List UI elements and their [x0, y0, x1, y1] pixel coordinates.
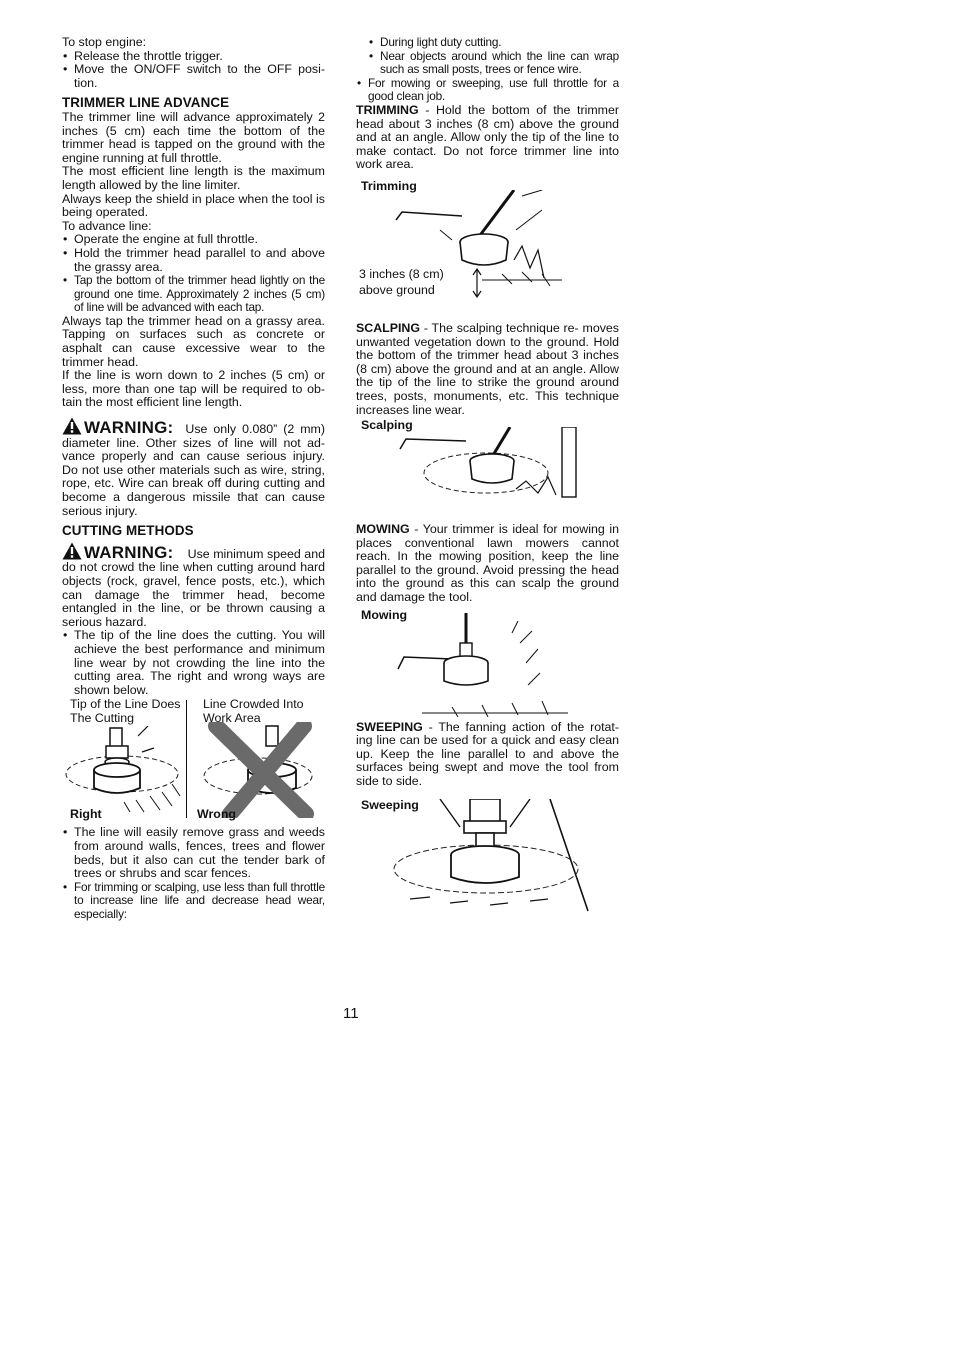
paragraph: The most efficient line length is the maximum length allowed by the line limiter.: [62, 164, 325, 192]
sweeping-paragraph: [356, 721, 619, 789]
height-arrow-icon: [470, 268, 484, 298]
scalping-figure: [356, 419, 619, 511]
wrong-trimmer-illustration: [196, 722, 324, 818]
advance-list: [62, 233, 325, 315]
full-throttle-list: [356, 77, 619, 104]
wrong-label: Wrong: [197, 807, 236, 822]
list-item: • The line will easily remove grass and weeds from around walls, fences, trees and flower beds, but it also can cut the tender bark of trees or shrubs and scar fences.: [62, 826, 325, 880]
mowing-text: - Your trimmer is ideal for mowing in places conventional lawn mowers cannot reach. In the mowing position, keep the line parallel to the ground. Avoid pressing the head into the ground as this can scalp the ground and damage the tool.: [356, 522, 619, 605]
paragraph: Always keep the shield in place when the tool is being operated.: [62, 191, 325, 220]
right-wrong-figure: [62, 698, 325, 826]
right-label: Right: [70, 807, 102, 822]
scalping-paragraph: [356, 322, 619, 417]
sweeping-term: SWEEPING: [356, 719, 423, 734]
trimming-note-line: above ground: [359, 282, 435, 297]
list-item: • Move the ON/OFF switch to the OFF posi- tion.: [62, 63, 325, 90]
stop-list: [62, 50, 325, 91]
sweeping-illustration: [390, 799, 590, 913]
list-item: • During light duty cutting.: [368, 36, 619, 50]
paragraph: To advance line:: [62, 218, 152, 233]
warning-text: Use minimum speed and do not crowd the line when cutting around hard objects (rock, gravel, fence posts, etc.), which can damage the trimmer head, become entangled in the line, or be thrown causing a serious hazard.: [62, 546, 325, 629]
warning-block: [62, 542, 325, 630]
trimming-text: - Hold the bottom of the trimmer head about 3 inches (8 cm) above the ground and at an angle. Allow only the tip of the line to make contact. Do not force trimmer line into work area.: [356, 102, 619, 172]
mowing-figure-label: Mowing: [361, 607, 408, 622]
warning-label: WARNING:: [84, 418, 174, 438]
list-item: • The tip of the line does the cutting. You will achieve the best performance and minimum line wear by not crowding the line into the cutting area. The right and wrong ways are shown below.: [62, 629, 325, 697]
mowing-figure: [356, 609, 619, 721]
wrong-caption: Line Crowded Into Work Area: [203, 697, 304, 725]
list-item: • Release the throttle trigger.: [62, 50, 325, 64]
warning-triangle-icon: [62, 417, 82, 435]
trimming-term: TRIMMING: [356, 102, 419, 117]
left-column: [62, 36, 325, 921]
paragraph: The trimmer line will advance approximately 2 inches (5 cm) each time the bottom of the trimmer head is tapped on the ground with the engine running at full throttle.: [62, 109, 325, 165]
scalping-term: SCALPING: [356, 320, 421, 335]
paragraph: Always tap the trimmer head on a grassy area. Tapping on surfaces such as concrete or asphalt can cause excessive wear to the trimmer head.: [62, 313, 325, 369]
scalping-figure-label: Scalping: [361, 418, 413, 433]
mowing-illustration: [392, 613, 574, 717]
sweeping-figure-label: Sweeping: [361, 797, 419, 812]
paragraph: If the line is worn down to 2 inches (5 cm) or less, more than one tap will be required to ob- tain the most efficient line length.: [62, 368, 325, 410]
scalping-text: - The scalping technique re- moves unwanted vegetation down to the ground. Hold the bottom of the trimmer head about 3 inches (8 cm) above the ground and at an angle. Allow the tip of the line to strike the ground around trees, posts, monuments, etc. This technique increases line wear.: [356, 320, 619, 417]
sweeping-text: - The fanning action of the rotat- ing line can be used for a quick and easy clean up. Keep the line parallel to and above the surfaces being swept and move the tool from side to side.: [356, 719, 619, 789]
list-item: • Tap the bottom of the trimmer head lightly on the ground one time. Approximately 2 inches (5 cm) of line will be advanced with each tap.: [62, 274, 325, 315]
warning-label: WARNING:: [84, 542, 174, 562]
divider: [186, 700, 187, 818]
cutting-list: [62, 629, 325, 697]
trimming-figure: [356, 180, 619, 322]
list-item: • Operate the engine at full throttle.: [62, 233, 325, 247]
warning-triangle-icon: [62, 542, 82, 560]
warning-text: Use only 0.080” (2 mm) diameter line. Other sizes of line will not ad- vance properly and can cause serious injury. Do not use other materials such as wire, string, rope, etc. Wire can break off during cutting and become a dangerous missile that can cause serious injury.: [62, 422, 325, 518]
trimming-note: [359, 266, 444, 298]
mowing-term: MOWING: [356, 522, 410, 537]
right-column: [356, 36, 619, 917]
warning-block: [62, 417, 325, 518]
section-heading-trimmer-line-advance: TRIMMER LINE ADVANCE: [62, 95, 230, 111]
right-caption: Tip of the Line Does The Cutting: [70, 697, 181, 725]
scalping-illustration: [396, 427, 596, 505]
light-duty-list: [356, 36, 619, 77]
after-list: [62, 826, 325, 921]
list-item: • For mowing or sweeping, use full throttle for a good clean job.: [356, 77, 619, 104]
trimming-figure-label: Trimming: [361, 178, 417, 193]
trimming-paragraph: [356, 104, 619, 172]
mowing-paragraph: [356, 523, 619, 605]
list-item: • For trimming or scalping, use less than full throttle to increase line life and decrease head wear, especially:: [62, 881, 325, 922]
list-item: • Near objects around which the line can wrap such as small posts, trees or fence wire.: [368, 50, 619, 77]
page-number: 11: [343, 1005, 359, 1022]
trimming-note-line: 3 inches (8 cm): [359, 266, 444, 281]
section-heading-cutting-methods: CUTTING METHODS: [62, 523, 194, 539]
sweeping-figure: [356, 799, 619, 917]
stop-intro: To stop engine:: [62, 35, 147, 49]
right-trimmer-illustration: [64, 726, 184, 816]
list-item: • Hold the trimmer head parallel to and above the grassy area.: [62, 247, 325, 274]
